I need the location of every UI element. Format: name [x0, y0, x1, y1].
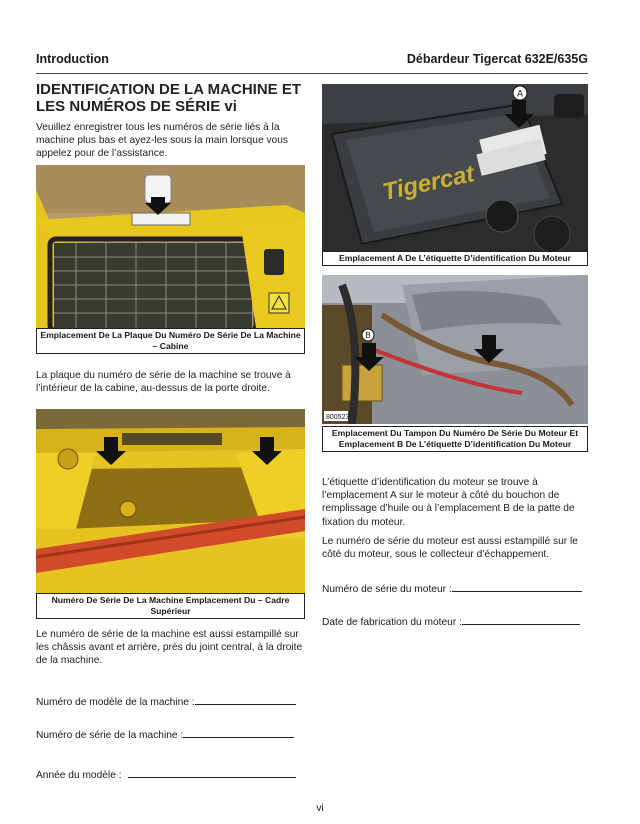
model-year-field[interactable] [36, 767, 296, 782]
frame-caption: Numéro De Série De La Machine Emplacement Du – Cadre Supérieur [36, 593, 305, 619]
model-year-label: Année du modèle : [36, 770, 122, 781]
running-header-section: Introduction [36, 52, 109, 66]
engine-paragraph-1: L’étiquette d’identification du moteur se trouve à l’emplacement A sur le moteur à côté du bouchon de remplissage d’huile ou à l’emplacement B de la patte de fixation du moteur. [322, 477, 575, 528]
model-number-blank[interactable] [195, 694, 296, 705]
engine-brand-text: Tigercat [380, 160, 477, 207]
machine-serial-label: Numéro de série de la machine : [36, 730, 184, 741]
intro-paragraph: Veuillez enregistrer tous les numéros de série liés à la machine plus bas et ayez-les sous la main lorsque vous appelez pour de l’assistance. [36, 122, 288, 160]
cab-paragraph: La plaque du numéro de série de la machine se trouve à l’intérieur de la cabine, au-dessus de la porte droite. [36, 370, 291, 395]
engine-date-field[interactable] [322, 614, 580, 629]
page-title: IDENTIFICATION DE LA MACHINE ET LES NUMÉROS DE SÉRIE vi [36, 81, 301, 115]
engine-label-a-photo [322, 84, 588, 251]
marker-a: A [516, 88, 524, 99]
cab-serial-plate-photo [36, 165, 305, 328]
engine-label-b-photo [322, 275, 588, 424]
machine-serial-field[interactable] [36, 727, 294, 742]
page-number: vi [316, 803, 324, 814]
engine-serial-field[interactable] [322, 581, 582, 596]
frame-serial-photo [36, 409, 305, 593]
header-rule [36, 73, 588, 74]
engine-a-caption: Emplacement A De L’étiquette D’identification Du Moteur [322, 251, 588, 266]
cab-caption: Emplacement De La Plaque Du Numéro De Série De La Machine – Cabine [36, 328, 305, 354]
model-number-label: Numéro de modèle de la machine : [36, 697, 195, 708]
model-year-blank[interactable] [128, 767, 296, 778]
engine-date-label: Date de fabrication du moteur : [322, 617, 462, 628]
engine-serial-label: Numéro de série du moteur : [322, 584, 452, 595]
engine-paragraph-2: Le numéro de série du moteur est aussi estampillé sur le côté du moteur, sous le collecteur d’échappement. [322, 536, 578, 561]
machine-serial-blank[interactable] [183, 727, 294, 738]
photo-code: 800523 [326, 414, 350, 421]
model-number-field[interactable] [36, 694, 296, 709]
engine-date-blank[interactable] [462, 614, 580, 625]
engine-b-caption: Emplacement Du Tampon Du Numéro De Série Du Moteur Et Emplacement B De L’étiquette D’identification Du Moteur [322, 426, 588, 452]
running-header-title: Débardeur Tigercat 632E/635G [406, 52, 588, 66]
engine-serial-blank[interactable] [452, 581, 582, 592]
marker-b: B [365, 331, 371, 340]
frame-paragraph: Le numéro de série de la machine est aussi estampillé sur les châssis avant et arrière, près du joint central, à la droite de la machine. [36, 629, 303, 667]
